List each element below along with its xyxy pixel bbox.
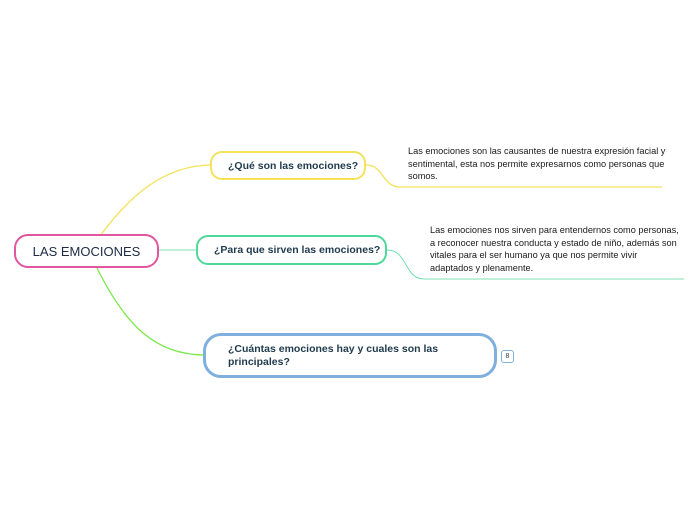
note-que-son: Las emociones son las causantes de nuestra expresión facial y sentimental, esta nos permite expresarnos como personas que somos. bbox=[408, 146, 666, 182]
collapsed-children-count-badge[interactable]: 8 bbox=[501, 350, 514, 363]
branch-topic-para-que-sirven[interactable]: ¿Para que sirven las emociones? bbox=[196, 235, 387, 265]
branch-topic-que-son[interactable]: ¿Qué son las emociones? bbox=[210, 151, 366, 180]
connector-root-to-branch-3 bbox=[96, 266, 205, 355]
note-para-que-sirven: Las emociones nos sirven para entendernos como personas, a reconocer nuestra conducta y estado de niño, además son vitales para el ser humano ya que nos permite vivir adaptados y plenamente. bbox=[430, 225, 679, 273]
root-topic[interactable]: LAS EMOCIONES bbox=[14, 234, 159, 268]
branch-topic-cuantas-emociones[interactable]: ¿Cuántas emociones hay y cuales son las principales? bbox=[203, 333, 497, 378]
connector-root-to-branch-1 bbox=[100, 165, 212, 236]
